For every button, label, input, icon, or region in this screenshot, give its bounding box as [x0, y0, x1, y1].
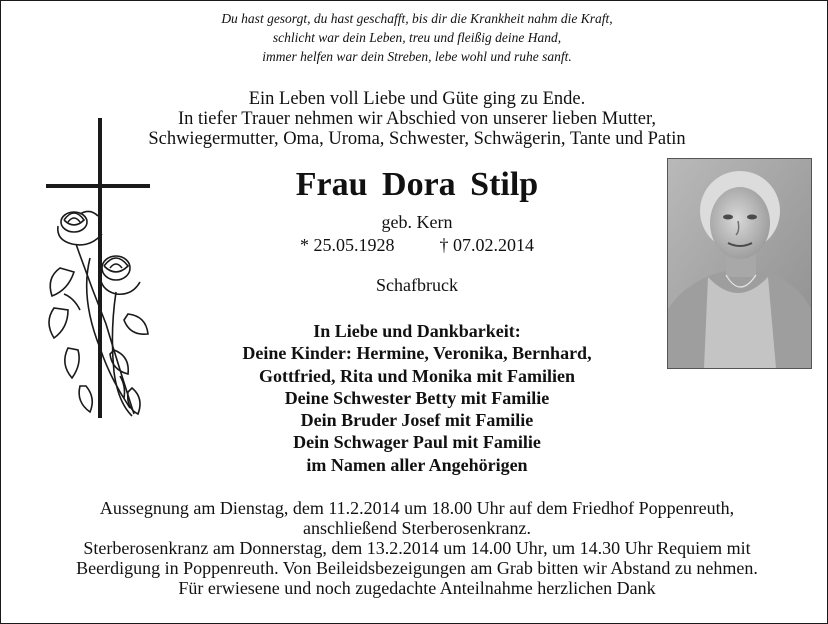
- funeral-line: Für erwiesene und noch zugedachte Anteilnahme herzlichen Dank: [178, 578, 656, 598]
- funeral-line: Sterberosenkranz am Donnerstag, dem 13.2.2014 um 14.00 Uhr, um 14.30 Uhr Requiem mit: [83, 538, 751, 558]
- poem-line: schlicht war dein Leben, treu und fleißig deine Hand,: [272, 30, 562, 45]
- hometown: Schafbruck: [376, 275, 458, 295]
- family-list: [0, 320, 828, 476]
- poem-line: immer helfen war dein Streben, lebe wohl und ruhe sanft.: [262, 49, 572, 64]
- poem-line: Du hast gesorgt, du hast geschafft, bis dir die Krankheit nahm die Kraft,: [221, 11, 613, 26]
- family-line: In Liebe und Dankbarkeit:: [313, 321, 521, 341]
- birth-name: geb. Kern: [381, 212, 453, 232]
- deceased-name: Frau Dora Stilp: [295, 166, 539, 203]
- family-line: Dein Schwager Paul mit Familie: [293, 432, 541, 453]
- poem: [0, 9, 828, 66]
- family-line: Deine Kinder: Hermine, Veronika, Bernhard,: [242, 343, 592, 364]
- funeral-line: anschließend Sterberosenkranz.: [303, 518, 531, 538]
- funeral-line: Beerdigung in Poppenreuth. Von Beileidsbezeigungen am Grab bitten wir Abstand zu nehmen.: [76, 558, 758, 578]
- family-line: Dein Bruder Josef mit Familie: [300, 410, 534, 431]
- intro-line: Ein Leben voll Liebe und Güte ging zu Ende.: [248, 89, 586, 109]
- funeral-info: [0, 498, 828, 598]
- intro-line: In tiefer Trauer nehmen wir Abschied von unserer lieben Mutter,: [177, 109, 657, 129]
- family-line: Gottfried, Rita und Monika mit Familien: [259, 365, 575, 386]
- family-line: Deine Schwester Betty mit Familie: [284, 387, 550, 408]
- birth-date: * 25.05.1928: [300, 235, 395, 255]
- family-line: im Namen aller Angehörigen: [306, 454, 528, 475]
- intro-line: Schwiegermutter, Oma, Uroma, Schwester, Schwägerin, Tante und Patin: [148, 129, 686, 149]
- funeral-line: Aussegnung am Dienstag, dem 11.2.2014 um 18.00 Uhr auf dem Friedhof Poppenreuth,: [99, 498, 735, 518]
- death-date: † 07.02.2014: [439, 235, 534, 255]
